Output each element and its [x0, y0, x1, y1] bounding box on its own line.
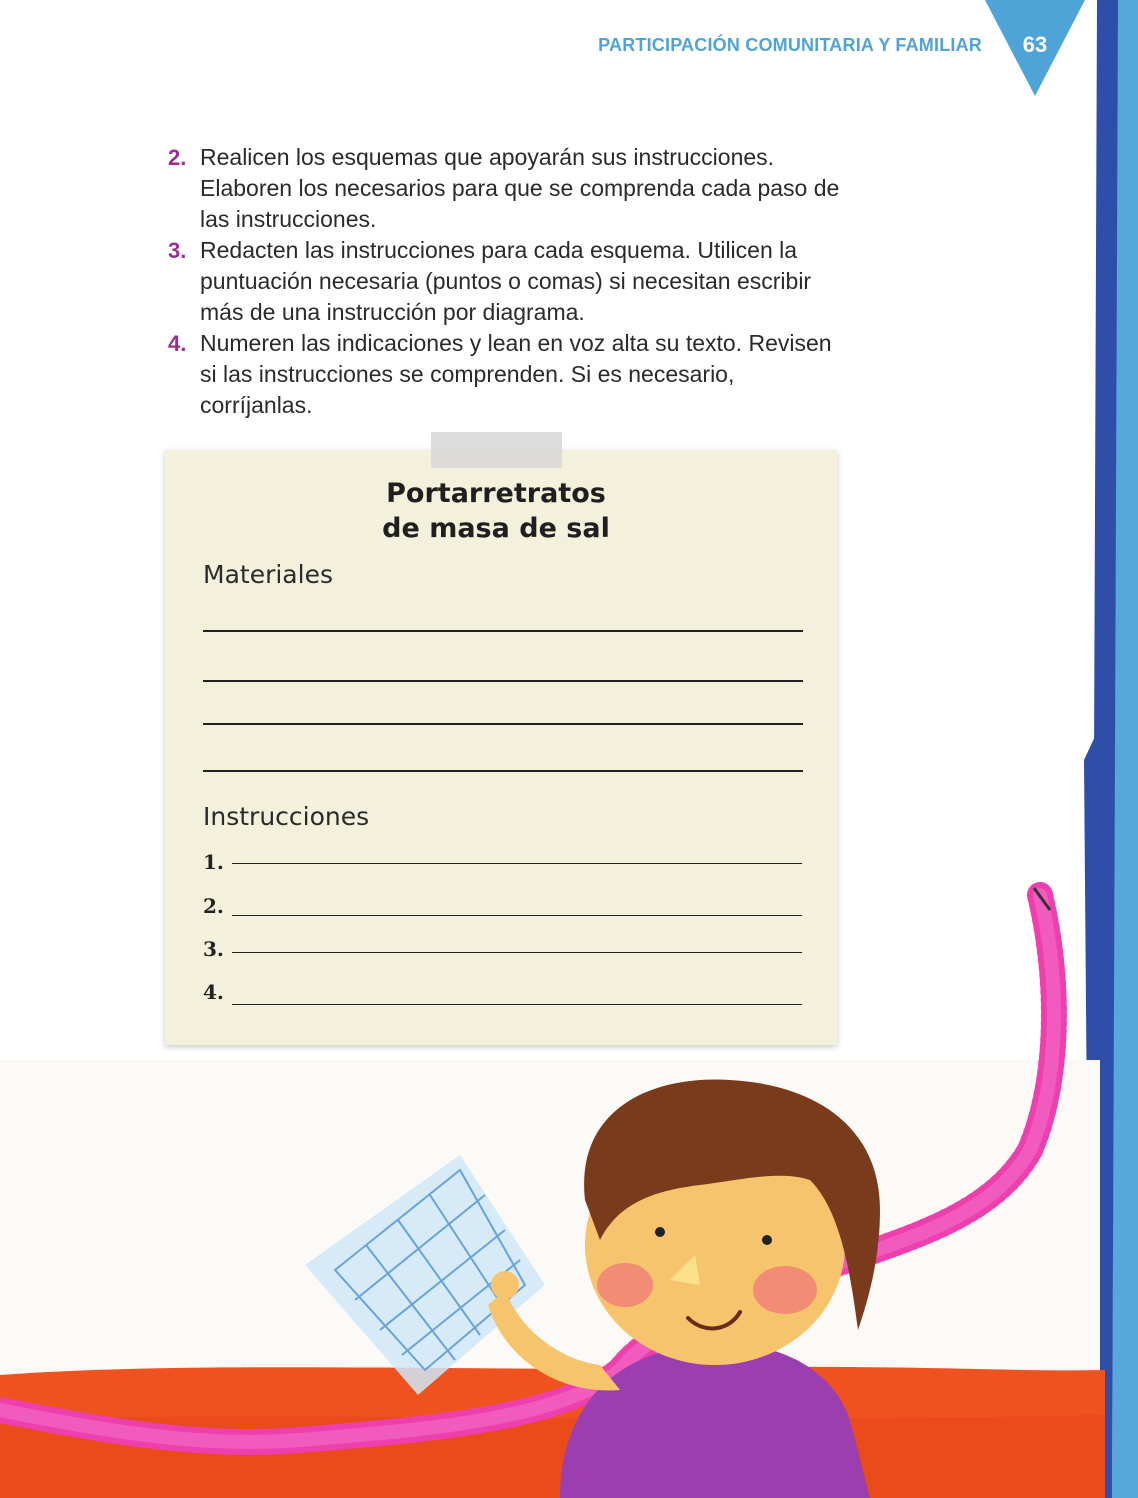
instruction-writing-line[interactable] [232, 952, 802, 953]
page-number: 63 [1022, 32, 1048, 57]
step-number: 2. [168, 145, 187, 170]
step-text: Redacten las instrucciones para cada esquema. Utilicen la puntuación necesaria (puntos o comas) si necesitan escribir más de una instrucción por diagrama. [200, 237, 812, 325]
step-text: Realicen los esquemas que apoyarán sus instrucciones. Elaboren los necesarios para que se comprenda cada paso de las instrucciones. [200, 144, 840, 232]
instruction-number: 3. [203, 937, 224, 961]
instruction-number: 2. [203, 894, 224, 918]
materials-writing-line[interactable] [203, 723, 803, 725]
step-text: Numeren las indicaciones y lean en voz alta su texto. Revisen si las instrucciones se comprenden. Si es necesario, corríjanlas. [200, 330, 832, 418]
materials-writing-line[interactable] [203, 630, 803, 632]
note-title-line-1: Portarretratos [386, 478, 606, 509]
instruction-number: 4. [203, 980, 224, 1004]
step-number: 4. [168, 331, 187, 356]
materials-writing-line[interactable] [203, 770, 803, 772]
instruction-writing-line[interactable] [232, 1004, 802, 1005]
materials-writing-line[interactable] [203, 680, 803, 682]
instruction-writing-line[interactable] [232, 915, 802, 916]
instruction-writing-line[interactable] [232, 863, 802, 864]
note-title-line-2: de masa de sal [382, 513, 610, 544]
recipe-note-card [165, 450, 837, 1045]
section-title: PARTICIPACIÓN COMUNITARIA Y FAMILIAR [598, 35, 982, 55]
step-number: 3. [168, 238, 187, 263]
adhesive-tape [431, 432, 562, 468]
materials-label: Materiales [203, 560, 333, 589]
instruction-number: 1. [203, 850, 224, 874]
note-title [165, 476, 827, 546]
instructions-label: Instrucciones [203, 802, 370, 831]
